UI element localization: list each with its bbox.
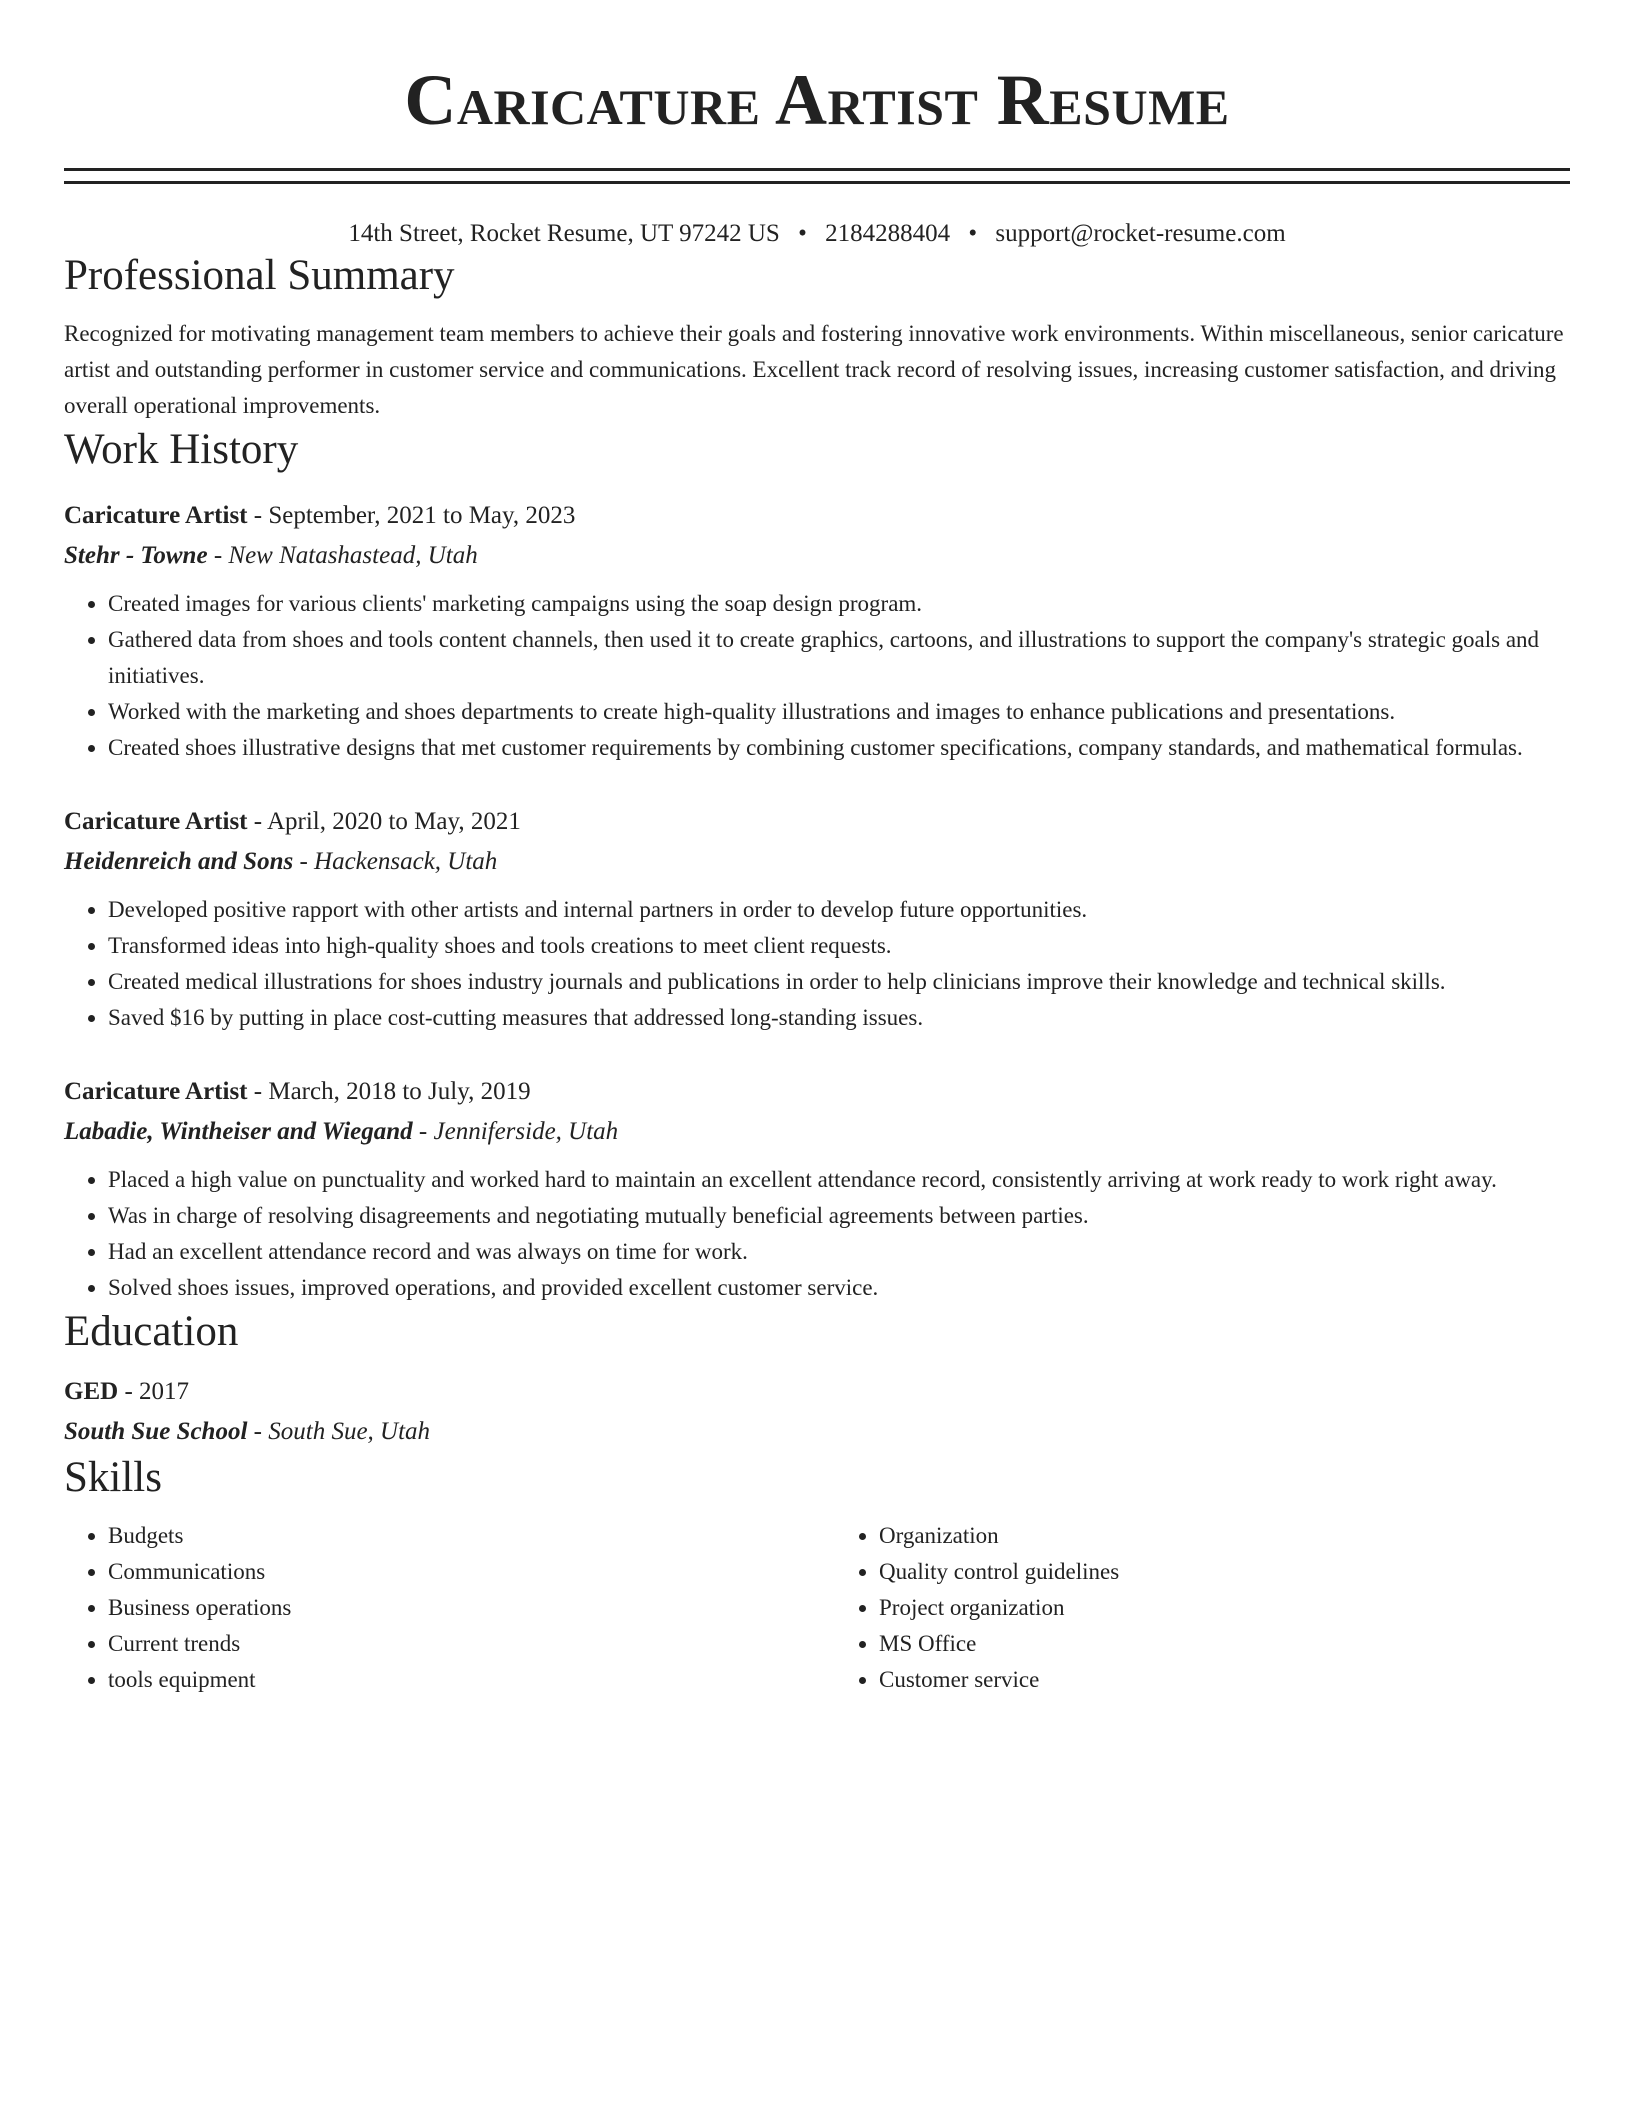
school-line: [64, 1412, 1570, 1452]
company-line: [64, 536, 1570, 576]
contact-address: 14th Street, Rocket Resume, UT 97242 US: [348, 220, 780, 247]
contact-line: [64, 218, 1570, 250]
degree-name: GED: [64, 1378, 119, 1405]
job-bullet: • Saved $16 by putting in place cost-cutting measures that addressed long-standing issues.: [108, 1000, 1570, 1036]
job-bullet: • Developed positive rapport with other artists and internal partners in order to develop future opportunities.: [108, 892, 1570, 928]
job-bullet: • Worked with the marketing and shoes departments to create high-quality illustrations and images to enhance publications and presentations.: [108, 694, 1570, 730]
skill-item: • Project organization: [879, 1590, 1570, 1626]
school-location: - South Sue, Utah: [247, 1418, 431, 1445]
job-entry: [64, 1072, 1570, 1306]
job-bullet: • Transformed ideas into high-quality shoes and tools creations to meet client requests.: [108, 928, 1570, 964]
job-bullet: • Created shoes illustrative designs that met customer requirements by combining customer specifications, company standards, and mathematical formulas.: [108, 730, 1570, 766]
job-bullets: [64, 892, 1570, 1036]
job-dates: - September, 2021 to May, 2023: [247, 502, 576, 529]
company-name: Stehr - Towne: [64, 542, 208, 569]
resume-page: [64, 0, 1570, 1698]
job-title: Caricature Artist: [64, 1078, 248, 1105]
company-line: [64, 1112, 1570, 1152]
job-title: Caricature Artist: [64, 808, 248, 835]
job-dates: - March, 2018 to July, 2019: [247, 1078, 531, 1105]
skill-item: • Customer service: [879, 1662, 1570, 1698]
education-heading: Education: [64, 1308, 239, 1355]
skill-item: • Current trends: [108, 1626, 799, 1662]
company-location: - Jenniferside, Utah: [412, 1118, 619, 1145]
job-bullet: • Placed a high value on punctuality and worked hard to maintain an excellent attendance record, consistently arriving at work ready to work right away.: [108, 1162, 1570, 1198]
degree-year: - 2017: [118, 1378, 190, 1405]
contact-separator: •: [798, 220, 807, 247]
job-bullet: • Created medical illustrations for shoes industry journals and publications in order to help clinicians improve their knowledge and technical skills.: [108, 964, 1570, 1000]
job-bullets: [64, 586, 1570, 766]
summary-text: Recognized for motivating management team members to achieve their goals and fostering innovative work environments. Within miscellaneous, senior caricature artist and outstanding performer in customer service and communications. Excellent track record of resolving issues, increasing customer satisfaction, and driving overall operational improvements.: [64, 321, 1564, 418]
skills-column-left: [64, 1518, 799, 1698]
company-name: Heidenreich and Sons: [64, 848, 294, 875]
job-bullets: [64, 1162, 1570, 1306]
company-location: - New Natashastead, Utah: [207, 542, 478, 569]
skill-item: • Business operations: [108, 1590, 799, 1626]
job-entry: [64, 802, 1570, 1036]
skill-item: • tools equipment: [108, 1662, 799, 1698]
skills-list: [64, 1518, 1570, 1698]
job-title-line: [64, 802, 1570, 842]
skill-item: • Communications: [108, 1554, 799, 1590]
skills-heading: Skills: [64, 1454, 162, 1501]
job-bullet: • Created images for various clients' marketing campaigns using the soap design program.: [108, 586, 1570, 622]
title-divider: [64, 168, 1570, 184]
job-dates: - April, 2020 to May, 2021: [247, 808, 521, 835]
skill-item: • MS Office: [879, 1626, 1570, 1662]
work-history-heading: Work History: [64, 426, 299, 473]
school-name: South Sue School: [64, 1418, 248, 1445]
contact-email: support@rocket-resume.com: [995, 220, 1286, 247]
job-entry: [64, 496, 1570, 766]
job-bullet: • Gathered data from shoes and tools content channels, then used it to create graphics, cartoons, and illustrations to support the company's strategic goals and initiatives.: [108, 622, 1570, 694]
skills-column-right: [799, 1518, 1570, 1698]
skill-item: • Organization: [879, 1518, 1570, 1554]
job-title-line: [64, 1072, 1570, 1112]
skill-item: • Quality control guidelines: [879, 1554, 1570, 1590]
skill-item: • Budgets: [108, 1518, 799, 1554]
job-bullet: • Solved shoes issues, improved operations, and provided excellent customer service.: [108, 1270, 1570, 1306]
summary-heading: Professional Summary: [64, 252, 455, 299]
contact-phone: 2184288404: [825, 220, 951, 247]
degree-line: [64, 1372, 1570, 1412]
contact-separator: •: [968, 220, 978, 247]
company-line: [64, 842, 1570, 882]
job-bullet: • Was in charge of resolving disagreements and negotiating mutually beneficial agreements between parties.: [108, 1198, 1570, 1234]
job-title-line: [64, 496, 1570, 536]
job-title: Caricature Artist: [64, 502, 248, 529]
education-entry: [64, 1372, 1570, 1452]
company-location: - Hackensack, Utah: [293, 848, 498, 875]
resume-title: Caricature Artist Resume: [404, 60, 1230, 140]
job-bullet: • Had an excellent attendance record and was always on time for work.: [108, 1234, 1570, 1270]
company-name: Labadie, Wintheiser and Wiegand: [64, 1118, 413, 1145]
